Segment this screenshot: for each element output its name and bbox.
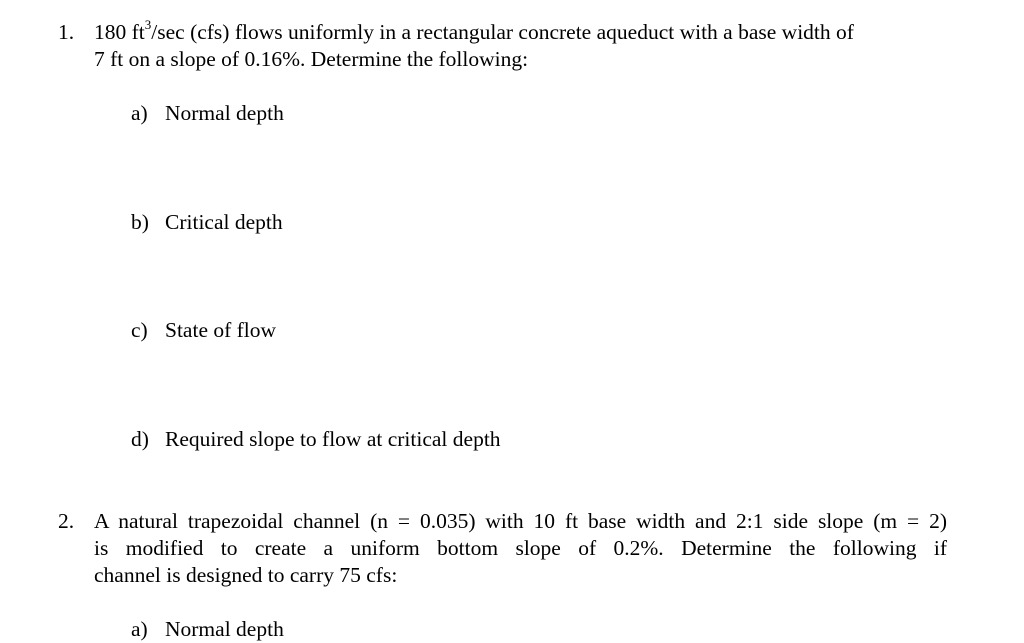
problem-2 — [58, 508, 948, 589]
problem-1-part-c — [131, 317, 276, 344]
problem-1-part-d — [131, 426, 501, 453]
problem-1-line-1 — [94, 16, 948, 46]
problem-2-line-1: A natural trapezoidal channel (n = 0.035) with 10 ft base width and 2:1 side slope (m = 2) — [94, 509, 947, 533]
part-letter: d) — [131, 427, 149, 451]
problem-2-number: 2. — [58, 509, 75, 533]
part-text: Required slope to flow at critical depth — [165, 427, 501, 451]
problem-1-statement — [94, 16, 948, 73]
problem-1-line-1-rest: /sec (cfs) flows uniformly in a rectangular concrete aqueduct with a base width of — [151, 20, 854, 44]
part-letter: b) — [131, 210, 149, 234]
part-text: State of flow — [165, 318, 277, 342]
problem-2-line-3: channel is designed to carry 75 cfs: — [94, 563, 398, 587]
part-letter: a) — [131, 617, 148, 641]
problem-1-number: 1. — [58, 20, 75, 44]
problem-1-part-a — [131, 100, 284, 127]
part-text: Critical depth — [165, 210, 283, 234]
problem-2-line-2: is modified to create a uniform bottom slope of 0.2%. Determine the following if — [94, 536, 947, 560]
part-text: Normal depth — [165, 101, 284, 125]
problem-1-flow-value: 180 ft — [94, 20, 145, 44]
part-text: Normal depth — [165, 617, 284, 641]
problem-1-part-b — [131, 209, 283, 236]
cubed-superscript: 3 — [144, 16, 152, 32]
part-letter: c) — [131, 318, 148, 342]
problem-1 — [58, 16, 948, 73]
problem-1-line-2: 7 ft on a slope of 0.16%. Determine the following: — [94, 47, 529, 71]
problem-2-statement — [94, 508, 947, 589]
part-letter: a) — [131, 101, 148, 125]
problem-2-part-a — [131, 616, 284, 643]
